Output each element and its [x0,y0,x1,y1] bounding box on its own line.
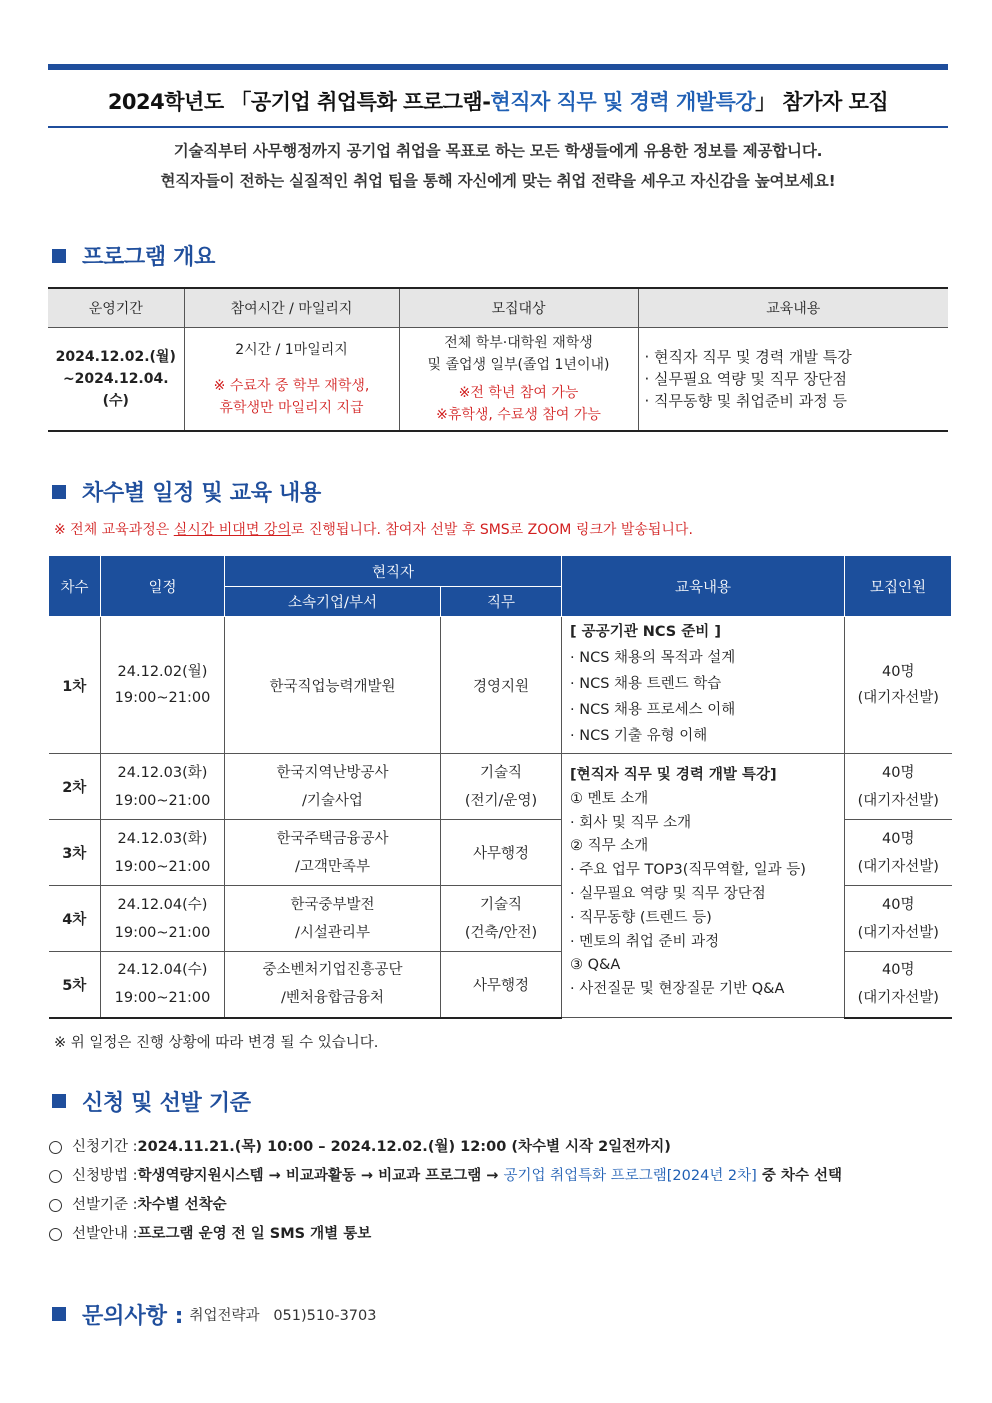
row-date-time: 19:00~21:00 [114,690,211,706]
overview-table [48,287,948,432]
schedule-note-post: 로 진행됩니다. 참여자 선발 후 SMS로 ZOOM 링크가 발송됩니다. [290,522,693,538]
row-round: 5차 [49,952,101,1018]
circle-bullet-icon [49,1228,62,1241]
time-note-1: ※ 수료자 중 학부 재학생, [213,378,370,394]
overview-period [48,328,184,432]
apply-criteria-label: 선발기준 : [72,1196,138,1213]
edu-item: · 주요 업무 TOP3(직무역할, 일과 등) [570,862,806,879]
schedule-note-pre: ※ 전체 교육과정은 [54,522,174,538]
overview-target [399,328,638,432]
edu-item: · 실무필요 역량 및 직무 장단점 [570,885,766,902]
quota-note: (대기자선발) [857,858,939,875]
apply-period-label: 신청기간 : [72,1138,138,1155]
schedule-footnote: ※ 위 일정은 진행 상황에 따라 변경 될 수 있습니다. [54,1034,379,1051]
edu-item: · 사전질문 및 현장질문 기반 Q&A [570,981,785,998]
row-date-time: 19:00~21:00 [114,924,211,941]
quota-note: (대기자선발) [857,792,939,809]
circle-bullet-icon [49,1141,62,1154]
page-title [48,70,948,126]
schedule-note [54,519,948,539]
apply-period-value: 2024.11.21.(목) 10:00 – 2024.12.02.(월) 12:00 (차수별 시작 2일전까지) [137,1138,671,1155]
schedule-row-2 [49,754,952,820]
overview-heading [48,240,948,271]
notice-page [48,64,948,1330]
edu-section-1: ① 멘토 소개 [570,790,649,807]
square-bullet-icon [52,1307,66,1321]
target-line-2: 및 졸업생 일부(졸업 1년이내) [427,357,610,373]
row-round: 2차 [49,754,101,820]
row-quota [845,820,952,886]
edu-section-3: ③ Q&A [570,957,621,974]
schedule-heading [48,476,948,507]
quota-count: 40명 [882,830,915,847]
title-part-1: 2024학년도 「공기업 취업특화 프로그램- [107,90,491,114]
row-org: 한국직업능력개발원 [225,617,441,754]
row-org-dept: /시설관리부 [295,924,370,941]
header-staff: 현직자 [225,556,562,587]
row-org-name: 한국지역난방공사 [276,764,389,781]
overview-row [48,328,948,432]
edu-ncs-item: · NCS 기출 유형 이해 [570,728,708,744]
overview-header-period: 운영기간 [48,288,184,328]
contact [48,1299,948,1330]
row-org-dept: /기술사업 [302,792,363,809]
edu-item: · 회사 및 직무 소개 [570,814,692,831]
row-date-day: 24.12.03(화) [117,764,208,781]
intro [48,136,948,196]
period-start: 2024.12.02.(월) [55,349,176,365]
title-highlight: 현직자 직무 및 경력 개발특강 [490,90,756,114]
apply-method-label: 신청방법 : [72,1167,138,1184]
header-job: 직무 [441,587,562,617]
row-date-time: 19:00~21:00 [114,792,211,809]
overview-header-row [48,288,948,328]
row-quota [845,886,952,952]
apply-method-value: 학생역량지원시스템 → 비교과활동 → 비교과 프로그램 → [137,1167,504,1184]
header-org: 소속기업/부서 [225,587,441,617]
title-part-3: 」 참가자 모집 [755,90,889,114]
apply-criteria [48,1191,948,1220]
row-round: 4차 [49,886,101,952]
edu-section-2: ② 직무 소개 [570,838,649,855]
apply-notice [48,1220,948,1249]
circle-bullet-icon [49,1170,62,1183]
row-job-name: 기술직 [479,764,523,781]
row-date-day: 24.12.04(수) [117,962,208,979]
target-note-2: ※휴학생, 수료생 참여 가능 [436,407,601,423]
content-item: · 실무필요 역량 및 직무 장단점 [644,370,847,388]
quota-note: (대기자선발) [857,690,939,706]
target-line-1: 전체 학부·대학원 재학생 [444,335,593,351]
apply-method-program: 공기업 취업특화 프로그램[2024년 2차] [503,1167,757,1184]
quota-count: 40명 [882,764,915,781]
row-date-day: 24.12.02(월) [117,664,208,680]
row-date [101,617,225,754]
overview-header-target: 모집대상 [399,288,638,328]
row-job: 사무행정 [441,952,562,1018]
apply-method [48,1162,948,1191]
row-date-day: 24.12.04(수) [117,896,208,913]
row-org [225,820,441,886]
edu-ncs-item: · NCS 채용 트렌드 학습 [570,676,722,692]
contact-value: 취업전략과 051)510-3703 [189,1307,377,1324]
edu-content-ncs [562,617,845,754]
square-bullet-icon [52,249,66,263]
apply-list [48,1133,948,1249]
row-date-day: 24.12.03(화) [117,830,208,847]
row-org-dept: /벤처융합금융처 [281,990,384,1007]
overview-header-time: 참여시간 / 마일리지 [184,288,399,328]
row-quota [845,754,952,820]
overview-heading-text: 프로그램 개요 [82,245,216,270]
edu-content-lecture [562,754,845,1018]
row-job-detail: (전기/운영) [464,792,538,809]
row-job-name: 기술직 [479,896,523,913]
schedule-header-row [49,556,952,587]
apply-criteria-value: 차수별 선착순 [137,1196,227,1213]
row-date [101,886,225,952]
row-job: 사무행정 [441,820,562,886]
row-org [225,754,441,820]
edu-ncs-heading: [ 공공기관 NCS 준비 ] [570,624,721,640]
header-quota: 모집인원 [845,556,952,617]
edu-lecture-heading: [현직자 직무 및 경력 개발 특강] [570,767,777,783]
circle-bullet-icon [49,1199,62,1212]
row-org-name: 한국중부발전 [290,896,375,913]
row-date-time: 19:00~21:00 [114,990,211,1007]
row-quota [845,952,952,1018]
square-bullet-icon [52,485,66,499]
row-org-name: 한국주택금융공사 [276,830,389,847]
schedule-note-underline: 실시간 비대면 강의 [173,522,291,538]
quota-count: 40명 [882,664,915,680]
content-item: · 현직자 직무 및 경력 개발 특강 [644,348,852,366]
overview-content [638,328,948,432]
intro-line-2: 현직자들이 전하는 실질적인 취업 팁을 통해 자신에게 맞는 취업 전략을 세우고 자신감을 높여보세요! [160,172,836,190]
time-note-2: 휴학생만 마일리지 지급 [219,400,364,416]
apply-heading-text: 신청 및 선발 기준 [82,1090,251,1116]
quota-count: 40명 [882,896,915,913]
intro-line-1: 기술직부터 사무행정까지 공기업 취업을 목표로 하는 모든 학생들에게 유용한 정보를 제공합니다. [173,142,823,160]
apply-notice-label: 선발안내 : [72,1225,138,1242]
schedule-heading-text: 차수별 일정 및 교육 내용 [82,481,321,506]
overview-time [184,328,399,432]
edu-ncs-item: · NCS 채용의 목적과 설계 [570,650,736,666]
row-job-detail: (건축/안전) [464,924,538,941]
apply-period [48,1133,948,1162]
row-date-time: 19:00~21:00 [114,858,211,875]
quota-note: (대기자선발) [857,990,939,1007]
target-note-1: ※전 학년 참여 가능 [458,385,579,401]
header-date: 일정 [101,556,225,617]
edu-item: · 직무동향 (트렌드 등) [570,909,712,926]
quota-note: (대기자선발) [857,924,939,941]
header-round: 차수 [49,556,101,617]
header-edu: 교육내용 [562,556,845,617]
row-quota [845,617,952,754]
title-rule [48,126,948,128]
period-end: ~2024.12.04.(수) [62,371,169,409]
row-org-dept: /고객만족부 [295,858,370,875]
schedule-row-1 [49,617,952,754]
row-job [441,754,562,820]
row-round: 3차 [49,820,101,886]
row-job [441,886,562,952]
square-bullet-icon [52,1094,66,1108]
apply-method-tail: 중 차수 선택 [756,1167,843,1184]
row-org [225,952,441,1018]
schedule-table [48,555,952,1019]
row-org-name: 중소벤처기업진흥공단 [262,962,403,979]
apply-notice-value: 프로그램 운영 전 일 SMS 개별 통보 [137,1225,372,1242]
row-round: 1차 [49,617,101,754]
row-date [101,820,225,886]
row-org [225,886,441,952]
edu-item: · 멘토의 취업 준비 과정 [570,933,720,950]
time-mileage: 2시간 / 1마일리지 [235,342,348,358]
row-date [101,754,225,820]
content-item: · 직무동향 및 취업준비 과정 등 [644,392,847,410]
row-date [101,952,225,1018]
overview-header-content: 교육내용 [638,288,948,328]
quota-count: 40명 [882,962,915,979]
edu-ncs-item: · NCS 채용 프로세스 이해 [570,702,736,718]
contact-label: 문의사항 : [82,1303,184,1329]
apply-heading [48,1086,948,1117]
row-job: 경영지원 [441,617,562,754]
